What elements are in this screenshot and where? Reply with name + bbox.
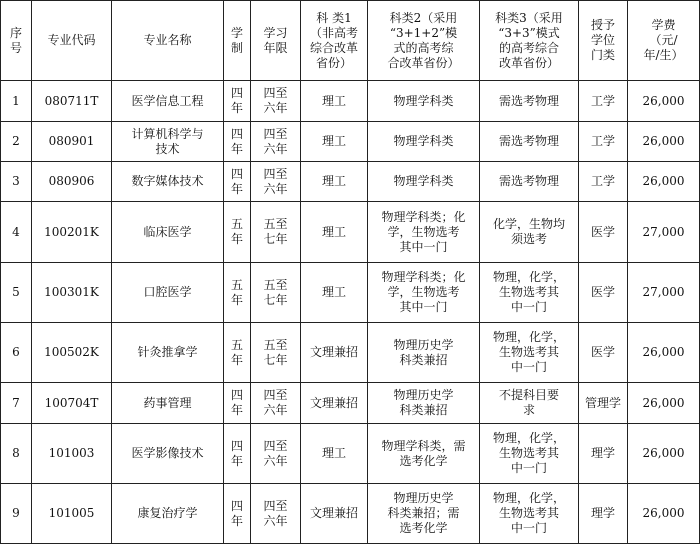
cell-category3: 化学，生物均 须选考 <box>480 202 579 263</box>
cell-category1: 理工 <box>301 81 368 122</box>
cell-tuition: 27,000 <box>628 263 700 323</box>
cell-tuition: 27,000 <box>628 202 700 263</box>
table-row <box>1 484 700 544</box>
cell-category1: 文理兼招 <box>301 484 368 544</box>
cell-index: 9 <box>1 484 32 544</box>
table-row <box>1 424 700 484</box>
cell-category3: 物理，化学， 生物选考其 中一门 <box>480 323 579 383</box>
table-row <box>1 323 700 383</box>
cell-duration: 四 年 <box>224 81 251 122</box>
cell-years: 四至 六年 <box>251 162 301 202</box>
cell-category1: 理工 <box>301 424 368 484</box>
cell-years: 四至 六年 <box>251 484 301 544</box>
cell-category3: 需选考物理 <box>480 162 579 202</box>
cell-major: 临床医学 <box>112 202 224 263</box>
cell-duration: 五 年 <box>224 263 251 323</box>
header-cell-duration: 学 制 <box>224 1 251 81</box>
cell-degree: 管理学 <box>579 383 628 424</box>
cell-years: 四至 六年 <box>251 81 301 122</box>
cell-category3: 不提科目要 求 <box>480 383 579 424</box>
header-cell-category3: 科类3（采用 “3+3”模式 的高考综合 改革省份） <box>480 1 579 81</box>
cell-years: 五至 七年 <box>251 263 301 323</box>
cell-index: 6 <box>1 323 32 383</box>
cell-duration: 四 年 <box>224 484 251 544</box>
cell-degree: 工学 <box>579 162 628 202</box>
cell-category1: 文理兼招 <box>301 383 368 424</box>
cell-tuition: 26,000 <box>628 81 700 122</box>
cell-code: 100301K <box>32 263 112 323</box>
cell-years: 四至 六年 <box>251 122 301 162</box>
cell-category3: 需选考物理 <box>480 122 579 162</box>
cell-index: 4 <box>1 202 32 263</box>
table-row <box>1 383 700 424</box>
table-row <box>1 162 700 202</box>
cell-tuition: 26,000 <box>628 323 700 383</box>
cell-tuition: 26,000 <box>628 162 700 202</box>
cell-degree: 医学 <box>579 263 628 323</box>
cell-category3: 物理，化学， 生物选考其 中一门 <box>480 484 579 544</box>
cell-index: 2 <box>1 122 32 162</box>
header-row <box>1 1 700 81</box>
cell-code: 080901 <box>32 122 112 162</box>
cell-category1: 理工 <box>301 263 368 323</box>
table-row <box>1 81 700 122</box>
cell-tuition: 26,000 <box>628 383 700 424</box>
cell-duration: 四 年 <box>224 424 251 484</box>
header-cell-years: 学习 年限 <box>251 1 301 81</box>
cell-category3: 需选考物理 <box>480 81 579 122</box>
cell-tuition: 26,000 <box>628 424 700 484</box>
cell-degree: 医学 <box>579 202 628 263</box>
cell-years: 四至 六年 <box>251 383 301 424</box>
cell-degree: 医学 <box>579 323 628 383</box>
cell-major: 口腔医学 <box>112 263 224 323</box>
cell-index: 1 <box>1 81 32 122</box>
cell-duration: 五 年 <box>224 323 251 383</box>
cell-category2: 物理学科类 <box>368 122 480 162</box>
cell-code: 080906 <box>32 162 112 202</box>
cell-category2: 物理学科类 <box>368 162 480 202</box>
cell-category3: 物理，化学， 生物选考其 中一门 <box>480 424 579 484</box>
cell-major: 医学影像技术 <box>112 424 224 484</box>
cell-years: 四至 六年 <box>251 424 301 484</box>
cell-degree: 理学 <box>579 484 628 544</box>
cell-index: 7 <box>1 383 32 424</box>
header-cell-index: 序 号 <box>1 1 32 81</box>
cell-major: 数字媒体技术 <box>112 162 224 202</box>
cell-years: 五至 七年 <box>251 202 301 263</box>
cell-major: 医学信息工程 <box>112 81 224 122</box>
cell-major: 药事管理 <box>112 383 224 424</box>
cell-category2: 物理学科类；化 学，生物选考 其中一门 <box>368 202 480 263</box>
cell-duration: 五 年 <box>224 202 251 263</box>
cell-major: 康复治疗学 <box>112 484 224 544</box>
cell-tuition: 26,000 <box>628 484 700 544</box>
header-cell-category2: 科类2（采用 “3+1+2”模 式的高考综 合改革省份） <box>368 1 480 81</box>
cell-category2: 物理历史学 科类兼招 <box>368 383 480 424</box>
cell-code: 101005 <box>32 484 112 544</box>
cell-code: 100201K <box>32 202 112 263</box>
cell-category1: 理工 <box>301 122 368 162</box>
cell-category1: 理工 <box>301 202 368 263</box>
cell-degree: 理学 <box>579 424 628 484</box>
cell-category2: 物理学科类；化 学，生物选考 其中一门 <box>368 263 480 323</box>
header-cell-degree: 授予 学位 门类 <box>579 1 628 81</box>
header-cell-major: 专业名称 <box>112 1 224 81</box>
cell-category2: 物理学科类 <box>368 81 480 122</box>
cell-tuition: 26,000 <box>628 122 700 162</box>
cell-code: 080711T <box>32 81 112 122</box>
cell-years: 五至 七年 <box>251 323 301 383</box>
cell-code: 100502K <box>32 323 112 383</box>
cell-category2: 物理历史学 科类兼招；需 选考化学 <box>368 484 480 544</box>
header-cell-tuition: 学费 （元/ 年/生） <box>628 1 700 81</box>
cell-duration: 四 年 <box>224 162 251 202</box>
cell-code: 101003 <box>32 424 112 484</box>
cell-index: 3 <box>1 162 32 202</box>
cell-category2: 物理历史学 科类兼招 <box>368 323 480 383</box>
cell-category3: 物理，化学， 生物选考其 中一门 <box>480 263 579 323</box>
cell-category1: 理工 <box>301 162 368 202</box>
cell-duration: 四 年 <box>224 383 251 424</box>
cell-major: 针灸推拿学 <box>112 323 224 383</box>
cell-major: 计算机科学与 技术 <box>112 122 224 162</box>
cell-degree: 工学 <box>579 122 628 162</box>
cell-index: 5 <box>1 263 32 323</box>
cell-duration: 四 年 <box>224 122 251 162</box>
cell-code: 100704T <box>32 383 112 424</box>
cell-category2: 物理学科类，需 选考化学 <box>368 424 480 484</box>
cell-category1: 文理兼招 <box>301 323 368 383</box>
table-row <box>1 202 700 263</box>
header-cell-code: 专业代码 <box>32 1 112 81</box>
table-row <box>1 263 700 323</box>
table-row <box>1 122 700 162</box>
header-cell-category1: 科 类1 （非高考 综合改革 省份） <box>301 1 368 81</box>
cell-index: 8 <box>1 424 32 484</box>
cell-degree: 工学 <box>579 81 628 122</box>
